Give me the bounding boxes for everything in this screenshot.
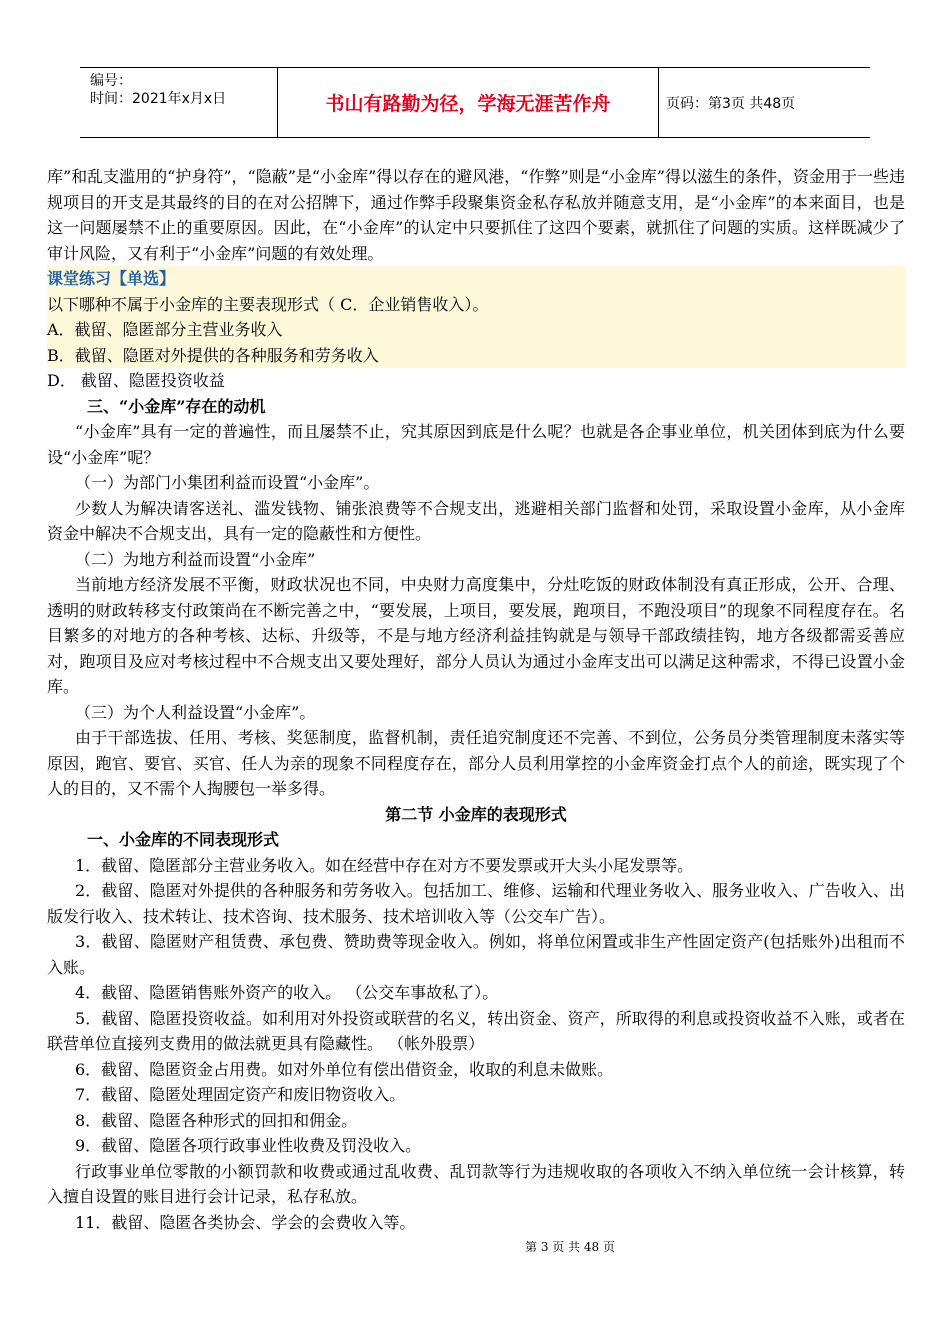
list-item-7: 7．截留、隐匿处理固定资产和废旧物资收入。 [75,1085,406,1104]
option-d: D． 截留、隐匿投资收益 [47,371,225,390]
header-motto: 书山有路勤为径，学海无涯苦作舟 [277,68,659,137]
chapter-title: 第二节 小金库的表现形式 [385,804,567,824]
list-item-10-text: 行政事业单位零散的小额罚款和收费或通过乱收费、乱罚款等行为违规收取的各项收入不纳入单位统一会计核算，转入擅自设置的账目进行会计记录，私存私放。 [47,1161,905,1206]
list-item-8: 8．截留、隐匿各种形式的回扣和佣金。 [75,1110,358,1130]
s3-paragraph-3: 当前地方经济发展不平衡，财政状况也不同，中央财力高度集中，分灶吃饭的财政体制没有真正形成，公开、合理、透明的财政转移支付政策尚在不断完善之中，“要发展，上项目，要发展，跑项目，不跑没项目”的现象不同程度存在。名目繁多的对地方的各种考核、达标、升级等，不是与地方经济利益挂钩就是与领导干部政绩挂钩，地方各级都需妥善应对，跑项目及应对考核过程中不合规支出又要处理好，部分人员认为通过小金库支出可以满足这种需求，不得已设置小金库。 [47,575,905,696]
list-item-2: 2．截留、隐匿对外提供的各种服务和劳务收入。包括加工、维修、运输和代理业务收入、服务业收入、广告收入、出版发行收入、技术转让、技术咨询、技术服务、技术培训收入等（公交车广告）。 [47,881,905,926]
exercise-box [47,266,905,368]
list-item-9: 9．截留、隐匿各项行政事业性收费及罚没收入。 [75,1136,422,1155]
time-label: 时间：2021年x月x日 [90,91,227,107]
page-header [80,67,870,138]
subsection-title: 一、小金库的不同表现形式 [87,830,280,849]
s3-paragraph-2: 少数人为解决请客送礼、滥发钱物、铺张浪费等不合规支出，逃避相关部门监督和处罚，采取设置小金库，从小金库资金中解决不合规支出，具有一定的隐蔽性和方便性。 [47,498,905,543]
exercise-question: 以下哪种不属于小金库的主要表现形式（ C．企业销售收入）。 [47,294,489,314]
list-item-11: 11．截留、隐匿各类协会、学会的会费收入等。 [75,1212,416,1232]
number-label: 编号： [90,73,132,89]
s3-heading-3: （三）为个人利益设置“小金库”。 [75,702,316,722]
list-item-1: 1．截留、隐匿部分主营业务收入。如在经营中存在对方不要发票或开大头小尾发票等。 [75,855,694,875]
list-item-5: 5．截留、隐匿投资收益。如利用对外投资或联营的名义，转出资金、资产，所取得的利息或投资收益不入账，或者在联营单位直接列支费用的做法就更具有隐藏性。 （帐外股票） [47,1008,905,1053]
list-item-4: 4．截留、隐匿销售账外资产的收入。 （公交车事故私了）。 [75,983,499,1002]
section3-title: 三、“小金库”存在的动机 [87,396,266,416]
s3-paragraph-4: 由于干部选拔、任用、考核、奖惩制度，监督机制，责任追究制度还不完善、不到位，公务员分类管理制度未落实等原因，跑官、要官、买官、任人为亲的现象不同程度存在，部分人员利用掌控的小金库资金打点个人的前途，既实现了个人的目的，又不需个人掏腰包一举多得。 [47,728,905,798]
header-page-info: 页码：第3页 共48页 [666,95,796,112]
document-body [47,164,905,1235]
option-b: B．截留、隐匿对外提供的各种服务和劳务收入 [47,345,379,365]
exercise-title: 课堂练习【单选】 [47,269,176,288]
s3-heading-2: （二）为地方利益而设置“小金库” [75,549,316,569]
header-meta [80,68,277,137]
s3-paragraph-1: “小金库”具有一定的普遍性，而且屡禁不止，究其原因到底是什么呢？也就是各企事业单位，机关团体到底为什么要设“小金库”呢？ [47,422,905,467]
option-a: A．截留、隐匿部分主营业务收入 [47,320,283,339]
s3-heading-1: （一）为部门小集团利益而设置“小金库”。 [75,473,380,492]
list-item-3: 3．截留、隐匿财产租赁费、承包费、赞助费等现金收入。例如，将单位闲置或非生产性固定资产(包括账外)出租而不入账。 [47,932,905,977]
intro-paragraph: 库”和乱支滥用的“护身符”，“隐蔽”是“小金库”得以存在的避风港，“作弊”则是“小金库”得以滋生的条件，资金用于一些违规项目的开支是其最终的目的在对公招牌下，通过作弊手段聚集资金私存私放并随意支用，是“小金库”的本来面目，也是这一问题屡禁不止的重要原因。因此，在“小金库”的认定中只要抓住了这四个要素，就抓住了问题的实质。这样既减少了审计风险，又有利于“小金库”问题的有效处理。 [47,167,905,263]
list-item-6: 6．截留、隐匿资金占用费。如对外单位有偿出借资金，收取的利息未做账。 [75,1059,614,1079]
page-footer: 第 3 页 共 48 页 [525,1240,615,1254]
